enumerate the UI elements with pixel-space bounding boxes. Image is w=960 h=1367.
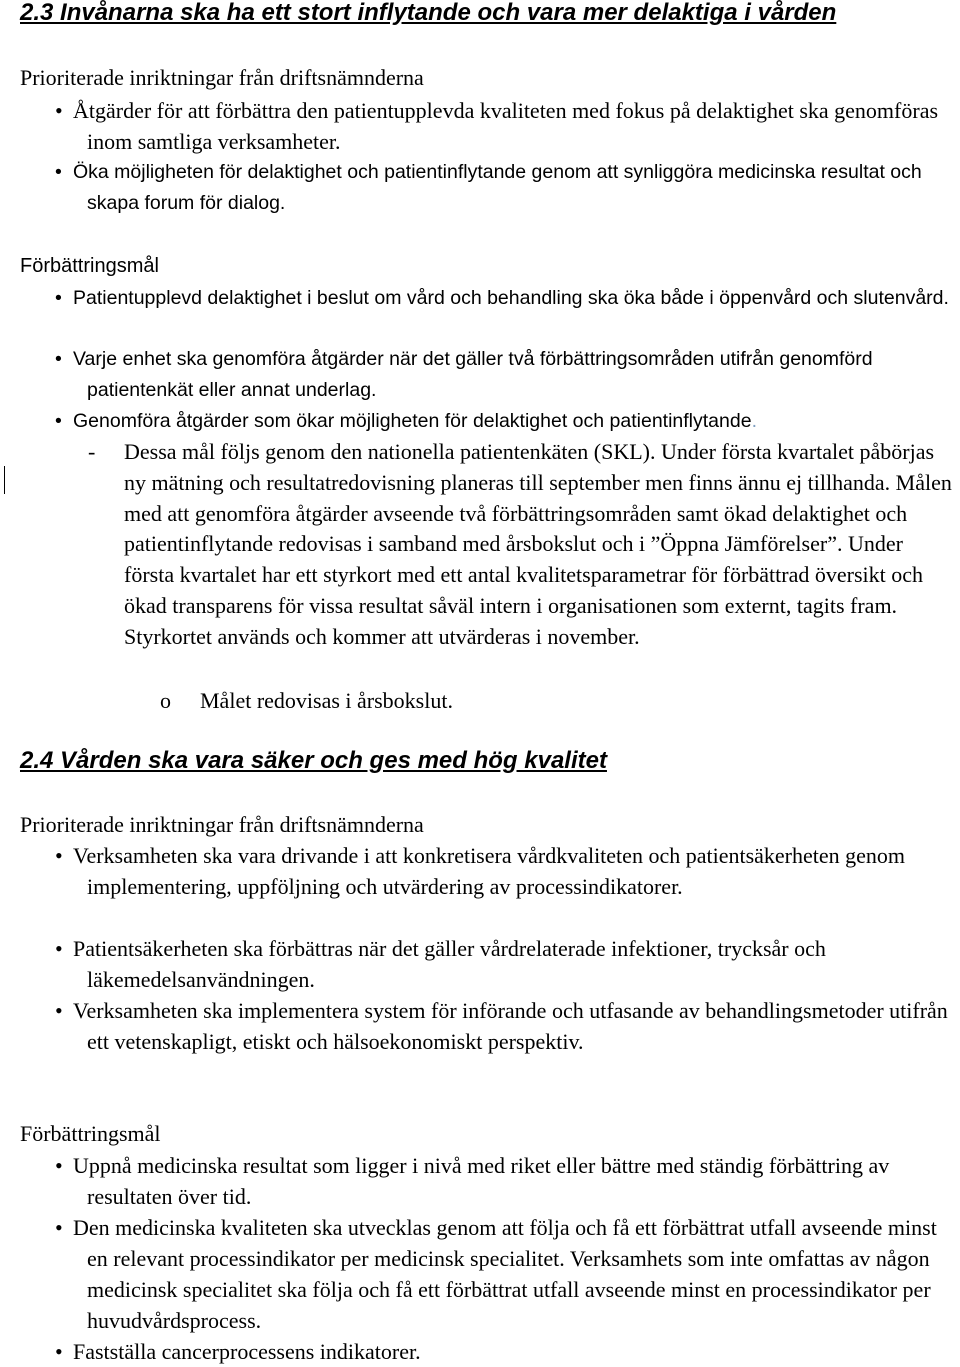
- priority-item: [55, 157, 960, 219]
- bullet-icon: •: [55, 98, 63, 123]
- bullet-icon: •: [55, 1215, 63, 1240]
- bullet-icon: •: [55, 161, 62, 183]
- priority-text: Verksamheten ska vara drivande i att konkretisera vårdkvaliteten och patientsäkerheten genom implementering, uppföljning och utvärdering av processindikatorer.: [73, 843, 906, 899]
- bullet-icon: •: [55, 348, 62, 370]
- goal-item: [55, 1336, 960, 1367]
- bullet-icon: •: [55, 1339, 63, 1364]
- bullet-icon: •: [55, 287, 62, 309]
- followup-text: Dessa mål följs genom den nationella patientenkäten (SKL). Under första kvartalet påbörjas ny mätning och resultatredovisning planeras till september men finns ännu ej tillhanda. Målen med att genomföra åtgärder avseende två förbättringsområden samt ökad delaktighet och patientinflytande redovisas i samband med årsbokslut och i ”Öppna Jämförelser”. Under första kvartalet har ett styrkort med ett antal kvalitetsparametrar för förbättrad översikt och ökad transparens för vissa resultat såväl intern i organisationen som externt, tagits fram. Styrkortet används och kommer att utvärderas i november.: [124, 439, 952, 649]
- goal-item: [55, 344, 960, 406]
- goal-period: .: [751, 410, 757, 432]
- goal-item: [55, 283, 960, 314]
- followup-paragraph: [88, 437, 958, 653]
- priority-text: Patientsäkerheten ska förbättras när det gäller vårdrelaterade infektioner, trycksår och läkemedelsanvändningen.: [73, 936, 826, 992]
- goals-title-2-3: Förbättringsmål: [20, 255, 159, 277]
- goal-text: Den medicinska kvaliteten ska utvecklas genom att följa och få ett förbättrat utfall avseende minst en relevant processindikator per medicinsk specialitet. Verksamhets som inte omfattas av någon medicinsk specialitet ska följa och få ett förbättrat utfall avseende minst en processindikator per huvudvårdsprocess.: [73, 1215, 937, 1333]
- sub-bullet-item: [160, 685, 860, 716]
- goal-text: Varje enhet ska genomföra åtgärder när det gäller två förbättringsområden utifrån genomförd patientenkät eller annat underlag.: [73, 348, 873, 401]
- priority-item: [55, 933, 960, 995]
- section-heading-2-3: 2.3 Invånarna ska ha ett stort inflytande och vara mer delaktiga i vården: [20, 0, 837, 26]
- priority-item: [55, 995, 960, 1057]
- goal-text: Fastställa cancerprocessens indikatorer.: [73, 1339, 421, 1364]
- priority-text: Verksamheten ska implementera system för införande och utfasande av behandlingsmetoder utifrån ett vetenskapligt, etiskt och hälsoekonomiskt perspektiv.: [73, 998, 948, 1054]
- priorities-title-2-3: Prioriterade inriktningar från driftsnämnderna: [20, 65, 424, 90]
- goals-title-2-4: Förbättringsmål: [20, 1121, 161, 1146]
- priorities-title-2-4: Prioriterade inriktningar från driftsnämnderna: [20, 812, 424, 837]
- goal-item: [55, 406, 960, 437]
- revision-bar: [4, 466, 5, 494]
- priority-item: [55, 840, 960, 902]
- goal-item: [55, 1212, 960, 1336]
- goal-text: Genomföra åtgärder som ökar möjligheten för delaktighet och patientinflytande: [73, 410, 752, 432]
- goal-item: [55, 1150, 960, 1212]
- priority-text: Öka möjligheten för delaktighet och patientinflytande genom att synliggöra medicinska resultat och skapa forum för dialog.: [73, 161, 922, 214]
- goal-text: Uppnå medicinska resultat som ligger i nivå med riket eller bättre med ständig förbättring av resultaten över tid.: [73, 1153, 890, 1209]
- circle-bullet-icon: o: [160, 688, 171, 713]
- dash-marker: -: [88, 439, 96, 464]
- bullet-icon: •: [55, 998, 63, 1023]
- bullet-icon: •: [55, 936, 63, 961]
- bullet-icon: •: [55, 1153, 63, 1178]
- sub-bullet-text: Målet redovisas i årsbokslut.: [200, 688, 453, 713]
- priority-text: Åtgärder för att förbättra den patientupplevda kvaliteten med fokus på delaktighet ska genomföras inom samtliga verksamheter.: [73, 98, 939, 154]
- section-heading-2-4: 2.4 Vården ska vara säker och ges med hög kvalitet: [20, 747, 607, 774]
- bullet-icon: •: [55, 410, 62, 432]
- priority-item: [55, 95, 960, 157]
- goal-text: Patientupplevd delaktighet i beslut om vård och behandling ska öka både i öppenvård och slutenvård.: [73, 287, 949, 309]
- bullet-icon: •: [55, 843, 63, 868]
